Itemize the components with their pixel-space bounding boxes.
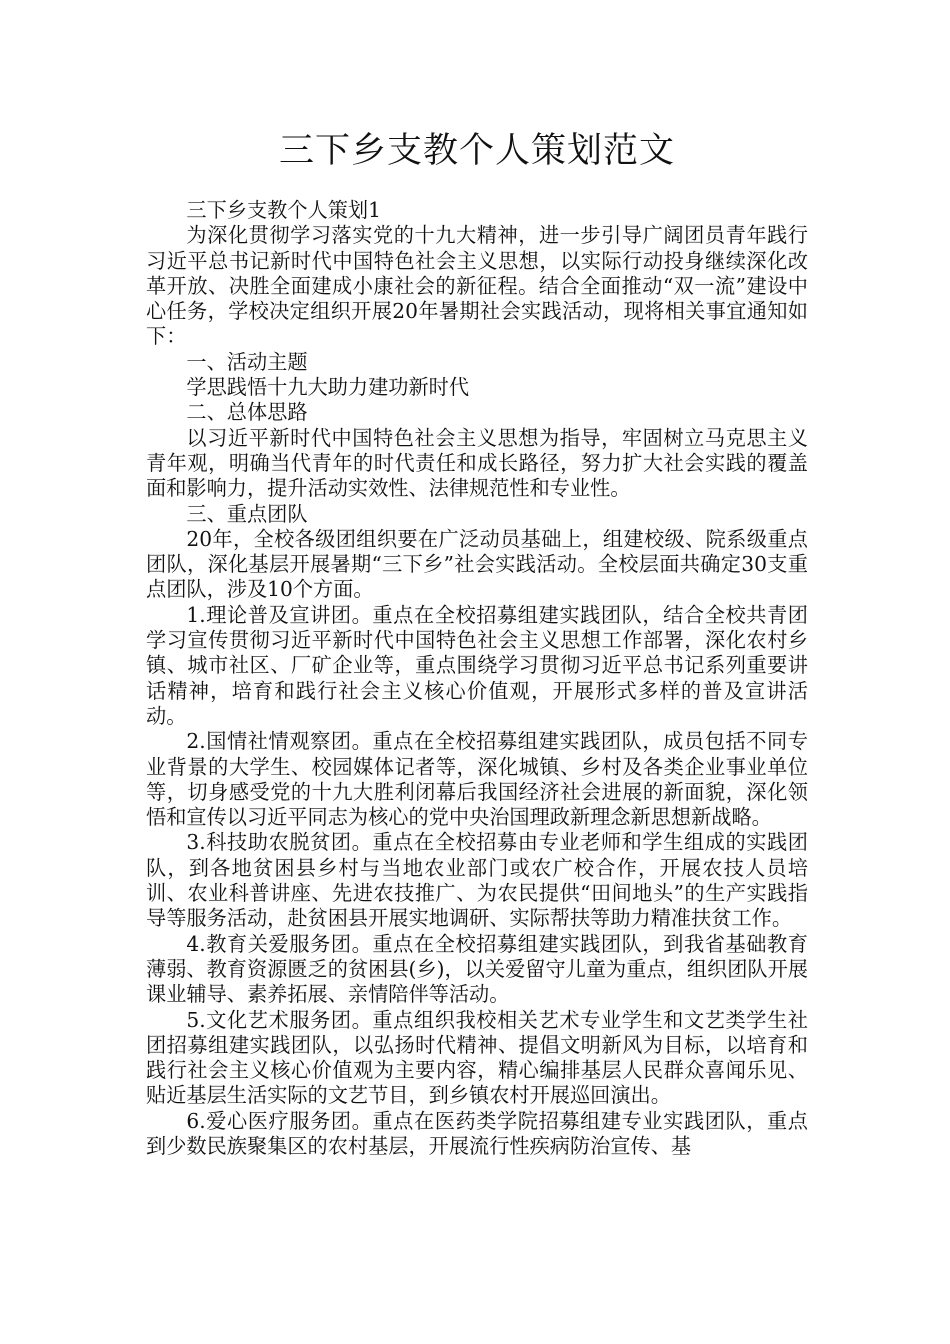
paragraph-theme: 学思践悟十九大助力建功新时代 [186, 375, 470, 400]
paragraph-teams: 20年，全校各级团组织要在广泛动员基础上，组建校级、院系级重点团队，深化基层开展暑期“三下乡”社会实践活动。全校层面共确定30支重点团队，涉及10个方面。 [146, 526, 808, 602]
list-item-team-2: 2.国情社情观察团。重点在全校招募组建实践团队，成员包括不同专业背景的大学生、校园媒体记者等，深化城镇、乡村及各类企业事业单位等，切身感受党的十九大胜利闭幕后我国经济社会进展的新面貌，深化领悟和宣传以习近平同志为核心的党中央治国理政新理念新思想新战略。 [146, 729, 808, 830]
list-item-team-5: 5.文化艺术服务团。重点组织我校相关艺术专业学生和文艺类学生社团招募组建实践团队，以弘扬时代精神、提倡文明新风为目标，以培育和践行社会主义核心价值观为主要内容，精心编排基层人民群众喜闻乐见、贴近基层生活实际的文艺节目，到乡镇农村开展巡回演出。 [146, 1007, 808, 1108]
paragraph-approach: 以习近平新时代中国特色社会主义思想为指导，牢固树立马克思主义青年观，明确当代青年的时代责任和成长路径，努力扩大社会实践的覆盖面和影响力，提升活动实效性、法律规范性和专业性。 [146, 425, 808, 501]
list-item-team-6: 6.爱心医疗服务团。重点在医药类学院招募组建专业实践团队，重点到少数民族聚集区的农村基层，开展流行性疾病防治宣传、基 [146, 1108, 808, 1158]
document-page [146, 128, 808, 1159]
list-item-team-3: 3.科技助农脱贫团。重点在全校招募由专业老师和学生组成的实践团队，到各地贫困县乡村与当地农业部门或农广校合作，开展农技人员培训、农业科普讲座、先进农技推广、为农民提供“田间地头”的生产实践指导等服务活动，赴贫困县开展实地调研、实际帮扶等助力精准扶贫工作。 [146, 830, 808, 931]
list-item-team-1: 1.理论普及宣讲团。重点在全校招募组建实践团队，结合全校共青团学习宣传贯彻习近平新时代中国特色社会主义思想工作部署，深化农村乡镇、城市社区、厂矿企业等，重点围绕学习贯彻习近平总书记系列重要讲话精神，培育和践行社会主义核心价值观，开展形式多样的普及宣讲活动。 [146, 602, 808, 728]
list-item-team-4: 4.教育关爱服务团。重点在全校招募组建实践团队，到我省基础教育薄弱、教育资源匮乏的贫困县(乡)，以关爱留守儿童为重点，组织团队开展课业辅导、素养拓展、亲情陪伴等活动。 [146, 931, 808, 1007]
section-heading-teams: 三、重点团队 [186, 501, 308, 526]
paragraph-intro: 为深化贯彻学习落实党的十九大精神，进一步引导广阔团员青年践行习近平总书记新时代中国特色社会主义思想，以实际行动投身继续深化改革开放、决胜全面建成小康社会的新征程。结合全面推动“双一流”建设中心任务，学校决定组织开展20年暑期社会实践活动，现将相关事宜通知如下： [146, 223, 808, 349]
section-heading-approach: 二、总体思路 [186, 400, 308, 425]
section-heading-theme: 一、活动主题 [186, 349, 308, 374]
document-title: 三下乡支教个人策划范文 [278, 131, 675, 171]
paragraph-subtitle: 三下乡支教个人策划1 [186, 198, 381, 222]
